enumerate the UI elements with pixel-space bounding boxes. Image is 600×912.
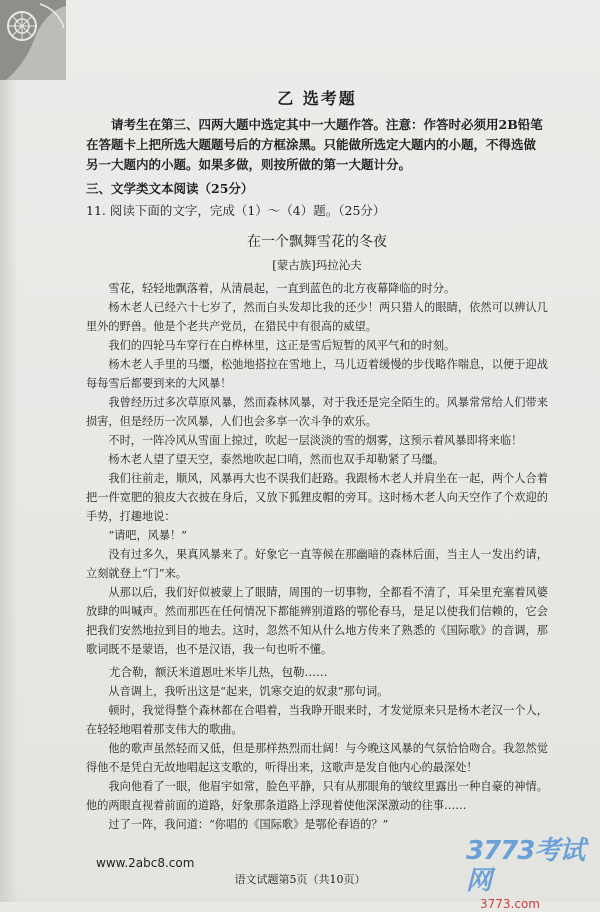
story-paragraph: 他的歌声虽然轻而又低，但是那样热烈而壮阔！与今晚这风暴的气氛恰恰吻合。我忽然觉得他不是凭白无故地唱起这支歌的，听得出来，这歌声是发自他内心的最深处！ (86, 742, 548, 774)
question-prompt: 11. 阅读下面的文字，完成（1）～（4）题。（25分） (86, 203, 386, 218)
part-heading: 三、文学类文本阅读（25分） (86, 181, 254, 196)
story-paragraph: 没有过多久，果真风暴来了。好象它一直等候在那幽暗的森林后面，当主人一发出约请，立刻就登上“门”来。 (86, 548, 548, 580)
story-paragraph: 我向他看了一眼，他眉宇如常，脸色平静，只有从那眼角的皱纹里露出一种自豪的神情。他的两眼直视着前面的道路，好象那条道路上浮现着使他深深激动的往事…… (86, 780, 548, 812)
story-author: [蒙古族]玛拉沁夫 (272, 258, 362, 272)
story-paragraph: “请吧，风暴！” (108, 529, 187, 542)
page-content (86, 86, 548, 834)
story-paragraph: 过了一阵，我问道：“你唱的《国际歌》是鄂伦春语的？” (108, 818, 389, 831)
story-paragraph: 不时，一阵冷风从雪面上掠过，吹起一层淡淡的雪的烟雾，这预示着风暴即将来临！ (108, 434, 523, 447)
watermark-logo-url: 3773.com (480, 897, 540, 911)
story-paragraph: 我曾经历过多次草原风暴，然而森林风暴，对于我还是完全陌生的。风暴常常给人们带来损害，但是经历一次风暴，人们也会多享一次斗争的欢乐。 (86, 396, 548, 428)
corner-ornament-icon (0, 0, 66, 80)
story-paragraph: 我们的四轮马车穿行在白桦林里，这正是雪后短暂的风平气和的时刻。 (108, 339, 456, 352)
section-title: 乙 选考题 (277, 89, 357, 108)
story-title: 在一个飘舞雪花的冬夜 (247, 234, 387, 250)
watermark-logo-text: 3773考试网 (466, 836, 585, 896)
story-paragraph: 杨木老人已经六十七岁了，然而白头发却比我的还少！两只猎人的眼睛，依然可以辨认几里外的野兽。他是个老共产党员，在猎民中有很高的威望。 (86, 301, 548, 333)
section-instructions: 请考生在第三、四两大题中选定其中一大题作答。注意：作答时必须用2B铅笔在答题卡上把所选大题题号后的方框涂黑。只能做所选定大题内的小题，不得选做另一大题内的小题。如果多做，则按所做的第一大题计分。 (86, 117, 543, 172)
story-paragraph: 杨木老人手里的马缰，松弛地搭拉在雪地上，马儿迈着缓慢的步伐略作喘息，以便于迎战每每雪后都要到来的大风暴！ (86, 358, 548, 390)
page-footer: 语文试题第5页（共10页） (234, 873, 366, 886)
story-paragraph: 顿时，我觉得整个森林都在合唱着，当我睁开眼来时，才发觉原来只是杨木老汉一个人，在轻轻地唱着那支伟大的歌曲。 (86, 704, 548, 736)
story-paragraph: 从音调上，我听出这是“起来，饥寒交迫的奴隶”那句词。 (108, 685, 389, 698)
song-lyric-line: 尤合勒，额沃米道恩吐米毕儿热，包勒…… (109, 665, 328, 679)
watermark-left: www.2abc8.com (96, 856, 195, 870)
story-paragraph: 我们往前走，顺风，风暴再大也不误我们赶路。我跟杨木老人并肩坐在一起，两个人合着把一件宽肥的狼皮大衣披在身后，又放下狐狸皮帽的旁耳。这时杨木老人向天空作了个欢迎的手势，打趣地说： (86, 472, 548, 523)
watermark-logo (466, 836, 596, 911)
story-paragraph: 杨木老人望了望天空，泰然地吹起口哨，然而也双手却勒紧了马缰。 (108, 453, 445, 466)
story-paragraph: 从那以后，我们好似被蒙上了眼睛，周围的一切事物，全都看不清了，耳朵里充塞着风婆放肆的叫喊声。然而那匹在任何情况下都能辨别道路的鄂伦春马，是足以使我们信赖的，它会把我们安然地拉到目的地去。这时，忽然不知从什么地方传来了熟悉的《国际歌》的音调，那歌词既不是蒙语，也不是汉语，我一句也听不懂。 (86, 586, 548, 656)
story-paragraph: 雪花，轻轻地飘落着，从清晨起，一直到蓝色的北方夜幕降临的时分。 (108, 282, 456, 295)
page-binding-shadow (0, 80, 18, 902)
story-body (86, 279, 548, 834)
